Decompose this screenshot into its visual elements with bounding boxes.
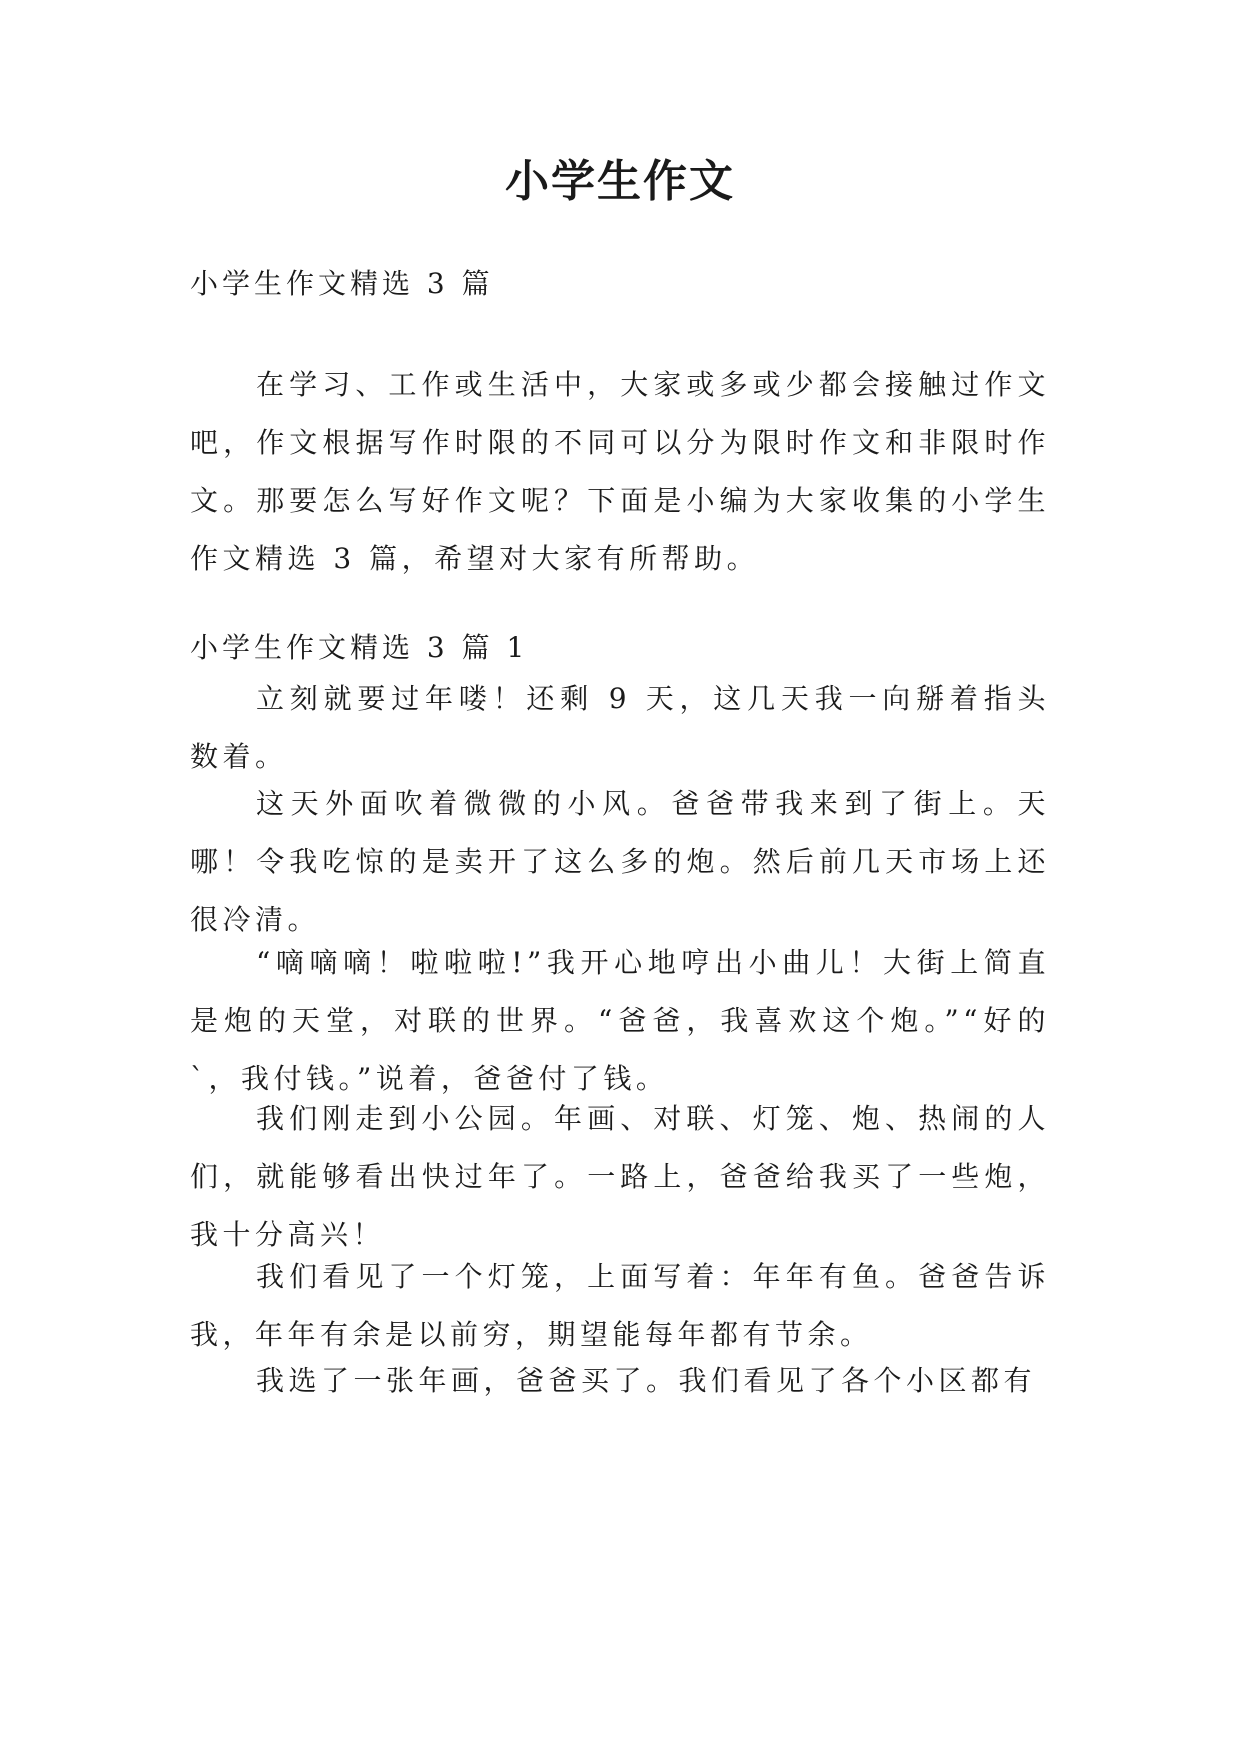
- section-heading: 小学生作文精选 3 篇 1: [190, 631, 529, 664]
- body-paragraph-3: “嘀嘀嘀！啦啦啦!”我开心地哼出小曲儿！大街上简直是炮的天堂，对联的世界。“爸爸，我喜欢这个炮。”“好的`，我付钱。”说着，爸爸付了钱。: [190, 946, 1050, 1095]
- body-paragraph-4: 我们刚走到小公园。年画、对联、灯笼、炮、热闹的人们，就能够看出快过年了。一路上，爸爸给我买了一些炮，我十分高兴！: [190, 1102, 1050, 1251]
- body-paragraph-5: 我们看见了一个灯笼，上面写着：年年有鱼。爸爸告诉我，年年有余是以前穷，期望能每年都有节余。: [190, 1260, 1050, 1351]
- document-subtitle: 小学生作文精选 3 篇: [190, 267, 494, 300]
- body-paragraph-6: 我选了一张年画，爸爸买了。我们看见了各个小区都有: [256, 1364, 1037, 1397]
- document-title: 小学生作文: [505, 156, 735, 207]
- body-paragraph-1: 立刻就要过年喽！还剩 9 天，这几天我一向掰着指头数着。: [190, 682, 1050, 773]
- body-paragraph-2: 这天外面吹着微微的小风。爸爸带我来到了街上。天哪！令我吃惊的是卖开了这么多的炮。然后前几天市场上还很冷清。: [190, 787, 1050, 936]
- intro-paragraph: 在学习、工作或生活中，大家或多或少都会接触过作文吧，作文根据写作时限的不同可以分为限时作文和非限时作文。那要怎么写好作文呢？下面是小编为大家收集的小学生作文精选 3 篇，希望对大家有所帮助。: [190, 368, 1050, 575]
